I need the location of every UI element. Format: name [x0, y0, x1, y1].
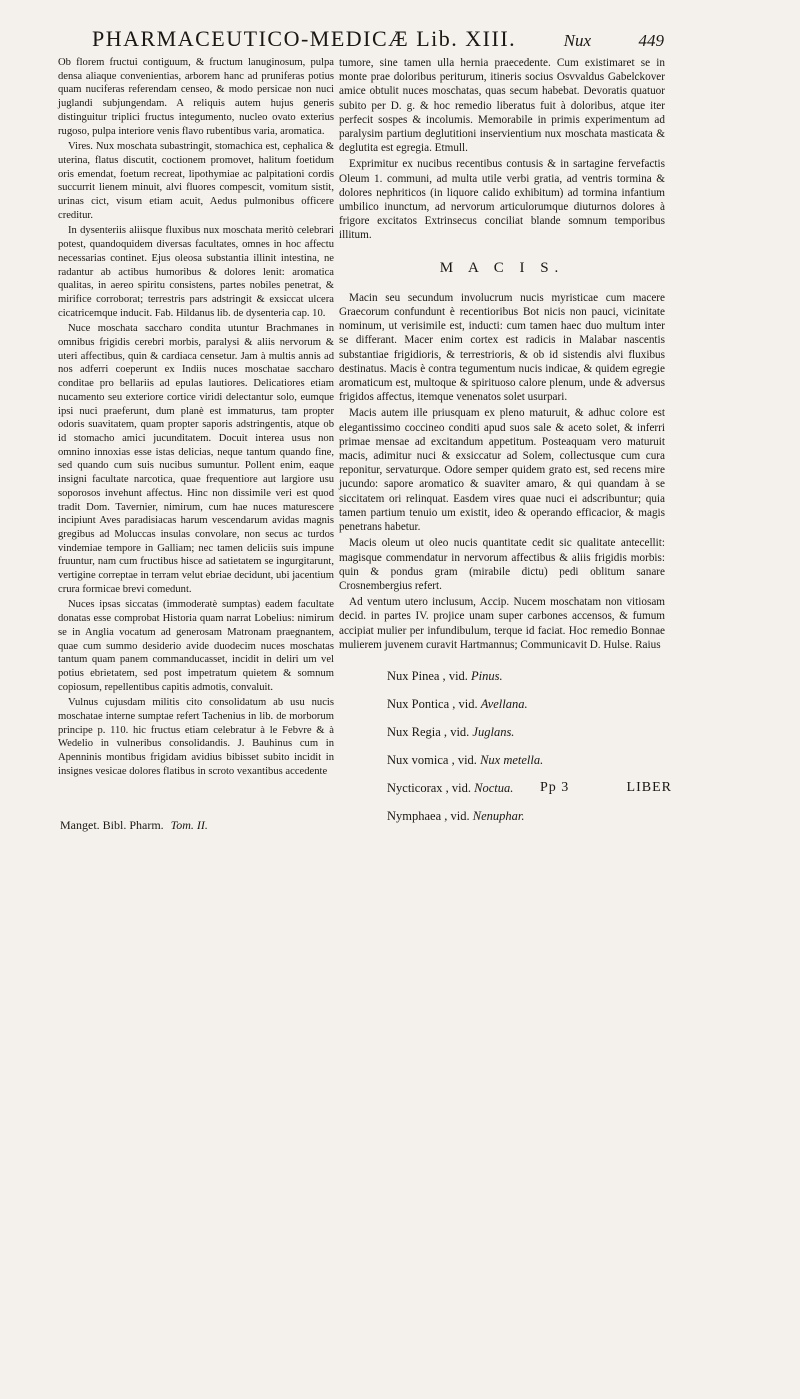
cross-reference: Nymphaea , vid. Nenuphar.	[387, 808, 525, 823]
cross-reference: Nux Pontica , vid. Avellana.	[387, 696, 528, 711]
paragraph: Vires. Nux moschata subastringit, stomachica est, cephalica & uterina, flatus discutit, coctionem promovet, halitum foetidum oris emendat, foetum recreat, lipothymiae ac palpitationi cordis succurrit lienem minuit, alvi fluores compescit, vomitum sistit, urinas cict, visum etiam acuit, Aedus pulmonibus officere creditur.	[58, 141, 334, 221]
left-column	[58, 56, 334, 781]
cross-reference-list	[387, 662, 665, 830]
page-title: PHARMACEUTICO-MEDICÆ Lib. XIII.	[92, 26, 517, 51]
signature-mark: Pp 3	[540, 780, 570, 795]
paragraph: Macis autem ille priusquam ex pleno maturuit, & adhuc colore est elegantissimo coccineo conditi apud suos sale & aceto solet, & inferri primae mensae ad excitandum appetitum. Posteaquam vero maturuit macis, adimitur nuci & exsiccatur ad Solem, collectusque cum cura reponitur, servaturque. Odore semper quidem grato est, sed recens mire jucundo: sapore aromatico & suaviter amaro, & qui quandam à se siccitatem ori relinquat. Easdem vires quae nuci ei adscribuntur; quia tamen partium tenuio um existit, ideo & operando efficacior, & magis penetrans habetur.	[339, 407, 665, 534]
page-number: 449	[638, 31, 664, 50]
paragraph: Ob florem fructui contiguum, & fructum lanuginosum, pulpa densa aliaque convenientias, arborem hanc ad pruniferas potius quam nuciferas referendam censeo, & modo persicae non nuci juglandi subjungendam. A reliquis autem hujus generis distinguitur triplici fructus integumento, nucleo ovato exterius rugoso, pulpa interiore venis flavo rubentibus varia, aromatica.	[58, 57, 334, 137]
paragraph: Nuce moschata saccharo condita utuntur Brachmanes in omnibus frigidis cerebri morbis, paralysi & aliis nervorum & uteri affectibus, quin & cardiaca censetur. Jam à multis annis ad nos adferri coeperunt ex Indiis nuces moschatae saccharo conditae pro bellariis ad epulas lautiores. Delicatiores etiam nucamento seu exteriore cortice viridi delectantur solo, eumque ipsi nuci praeferunt, dum planè est immaturus, tam propter odoris suavitatem, quam propter saporis adstringentis, atque ob id stomacho amici jucunditatem. Docuit interea usus non omnino innoxias esse istas delicias, neque tantum quando fine, sed quando cum suis nucibus sumuntur. Pollent enim, eaque insigni facultate narcotica, quae frequentiore aut largiore usu soporosos invehunt affectus. Hinc non dissimile veri est quod tradit Dom. Tavernier, nimirum, cum hae nuces maturescere incipiunt Aves paradisiacas harum vescendarum avidas magnis gregibus ad Moluccas insulas convolare, non secus ac turdos vindemiae tempore in Galliam; nec tamen deliciis suis impune fruuntur, nam cum fructibus hisce ad satietatem se ingurgitarunt, vertigine correptae in terram velut ebriae decidunt, ubi jacentium crura formicae brevi comedunt.	[58, 323, 334, 595]
paragraph: Ad ventum utero inclusum, Accip. Nucem moschatam non vitiosam decid. in partes IV. projice unam super carbones accensos, & fumum accipiat mulier per infundibulum, terque id faciat. Hoc remedio Bonnae mulierem juvenem curavit Hartmannus; Communicavit D. Hulse. Raius	[339, 596, 665, 651]
cross-reference: Nux vomica , vid. Nux metella.	[387, 752, 544, 767]
paragraph: tumore, sine tamen ulla hernia praecedente. Cum existimaret se in monte prae doloribus periturum, itineris socius Osvvaldus Gabelckover amice obtulit nuces moschatas, quas secum habebat. Devoratis quatuor subito per D. g. & hoc remedio liberatus fuit à doloribus, atque iter perfecit sospes & incolumis. Memorabile in primis experimentum ad paralysim partium deglutitioni inservientium nux moschata masticata & deglutita est egregia. Etmull.	[339, 57, 665, 155]
paragraph: Macin seu secundum involucrum nucis myristicae cum macere Graecorum confundunt è recentioribus Bot nicis non pauci, vicinitate nominum, ut verisimile est, inducti: cum tamen haec duo multum inter se differant. Macer enim cortex est radicis in Malabar nascentis substantiae frigidioris, & terrestrioris, & ob id sistendis alvi fluxibus destinatus. Macis è contra tegumentum nucis indicae, & quidem egregie aromaticum est, multoque & spirituoso calore plenum, unde & adversus frigidos affectus, itemque venenatos solet usurpari.	[339, 291, 665, 404]
paragraph: Macis oleum ut oleo nucis quantitate cedit sic qualitate antecellit: magisque commendatur in nervorum affectibus & aliis frigidis morbis: quin & pondus gram (mirabile dictu) pedi oblitum sanare Crosnembergius refert.	[339, 537, 665, 592]
entry-word: Nux	[563, 31, 592, 50]
signature-line	[540, 780, 672, 796]
right-column	[339, 56, 665, 830]
cross-reference: Nux Regia , vid. Juglans.	[387, 724, 515, 739]
footer-tome: Tom. II.	[170, 818, 208, 832]
section-heading-macis: M A C I S.	[439, 259, 565, 276]
paragraph: Vulnus cujusdam militis cito consolidatum ab usu nucis moschatae interne sumptae refert Tachenius in lib. de morborum principe p. 110. hic fructus etiam celebratur à le Febvre & à Wedelio in vulneribus consolidandis. J. Bauhinus cum in Apenninis montibus frigidam avidius bibisset subito incidit in insignes vesicae dolores flatibus in scroto vexantibus accedente	[58, 697, 334, 777]
paragraph: Nuces ipsas siccatas (immoderatè sumptas) eadem facultate donatas esse comprobat Historia quam narrat Lobelius: nimirum se in Anglia vocatum ad generosam Matronam praegnantem, quae cum summo desiderio avide duodecim nuces moschatas tantum quam panem commanducasset, incidit in deliri um vel potius ebrietatem, sed post impetratum quietem & somnum copiosum, repellentibus capitis admotis, convaluit.	[58, 599, 334, 693]
catchword: LIBER	[626, 780, 672, 795]
cross-reference: Nux Pinea , vid. Pinus.	[387, 668, 503, 683]
footer-source	[60, 818, 208, 833]
paragraph: In dysenteriis aliisque fluxibus nux moschata meritò celebrari potest, quandoquidem diversas facultates, omnes in hoc affectu necessarias continet. Ejus oleosa substantia illinit intestina, ne radantur ab actibus humoribus & dolores lenit: aromatica qualitas, in aereo spiritu consistens, partes nobiles penetrat, & mirifice corroborat; terrestris pars adstringit & exsiccat ulcera cicatricemque inducit. Fab. Hildanus lib. de dysenteria cap. 10.	[58, 225, 334, 319]
cross-reference: Nycticorax , vid. Noctua.	[387, 780, 514, 795]
footer-source-title: Manget. Bibl. Pharm.	[60, 818, 164, 832]
paragraph: Exprimitur ex nucibus recentibus contusis & in sartagine fervefactis Oleum 1. communi, ad multa utile verbi gratia, ad ventris tormina & dolores nephriticos (in liquore calido exhibitum) ad tormina infantium umbilico inunctum, ad nervorum articulorumque diuturnos dolores à frigore excitatos Extrinsecus conciliat blande somnum temporibus illitum.	[339, 158, 665, 242]
